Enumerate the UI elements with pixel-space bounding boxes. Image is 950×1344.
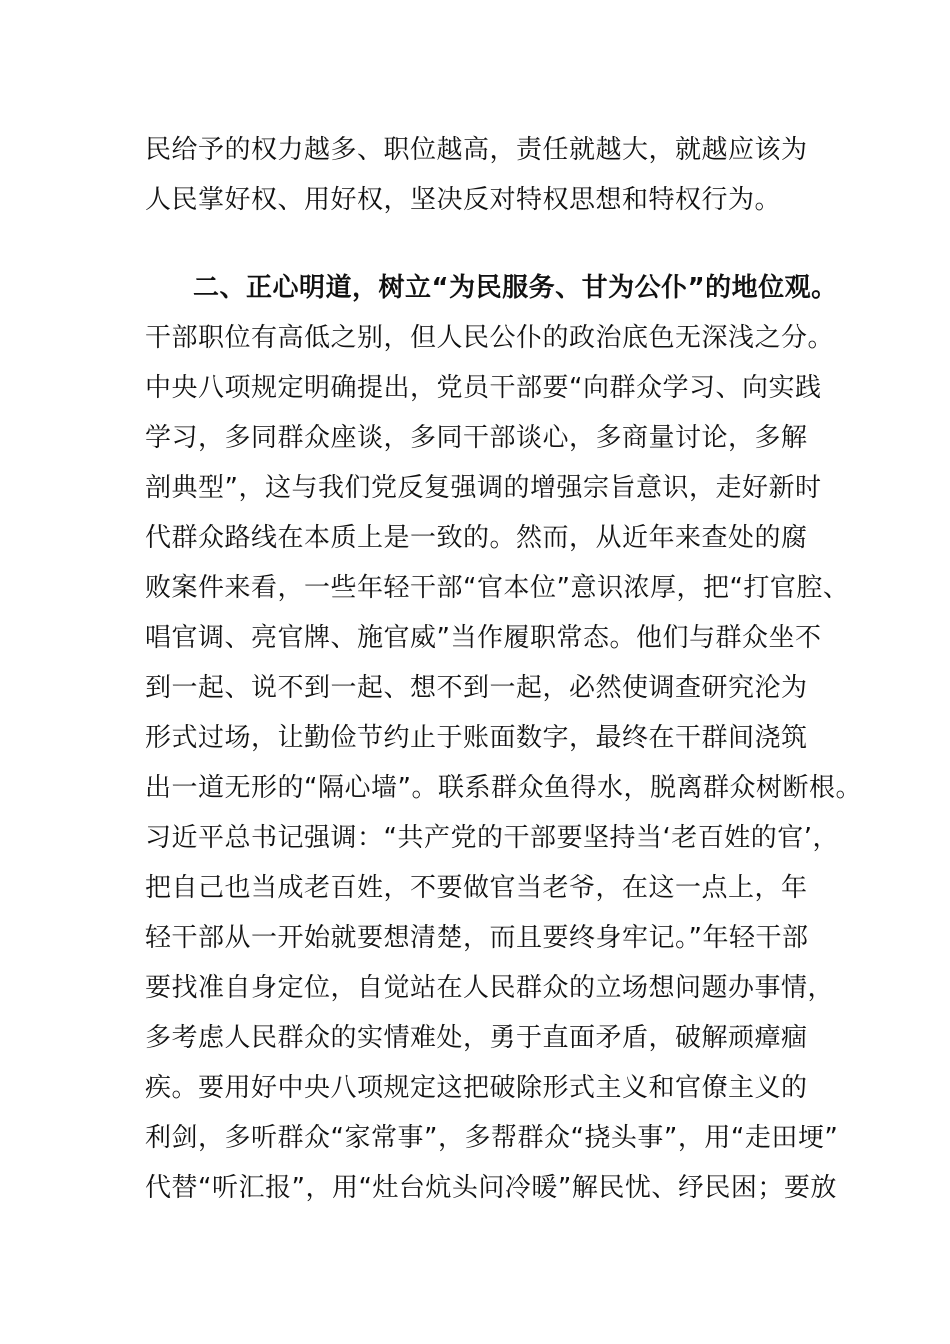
paragraph-2-line-11: 习近平总书记强调：“共产党的干部要坚持当‘老百姓的官’， (145, 823, 839, 853)
paragraph-2-line-4: 剖典型”，这与我们党反复强调的增强宗旨意识，走好新时 (145, 473, 822, 503)
paragraph-2-line-14: 要找准自身定位，自觉站在人民群众的立场想问题办事情， (145, 973, 835, 1003)
paragraph-2-line-2: 中央八项规定明确提出，党员干部要“向群众学习、向实践 (145, 373, 822, 403)
paragraph-2-line-16: 疾。要用好中央八项规定这把破除形式主义和官僚主义的 (145, 1073, 808, 1103)
paragraph-2-line-12: 把自己也当成老百姓，不要做官当老爷，在这一点上，年 (145, 873, 808, 903)
paragraph-2-line-18: 代替“听汇报”，用“灶台炕头问冷暖”解民忧、纾民困；要放 (145, 1173, 837, 1203)
paragraph-2-line-8: 到一起、说不到一起、想不到一起，必然使调查研究沦为 (145, 673, 808, 703)
paragraph-2-line-17: 利剑，多听群众“家常事”，多帮群众“挠头事”，用“走田埂” (145, 1123, 839, 1153)
paragraph-2-line-13: 轻干部从一开始就要想清楚，而且要终身牢记。”年轻干部 (145, 923, 809, 953)
paragraph-2-line-6: 败案件来看，一些年轻干部“官本位”意识浓厚，把“打官腔、 (145, 573, 850, 603)
paragraph-2-line-10: 出一道无形的“隔心墙”。联系群众鱼得水，脱离群众树断根。 (145, 773, 862, 803)
paragraph-2-line-15: 多考虑人民群众的实情难处，勇于直面矛盾，破解顽瘴痼 (145, 1023, 808, 1053)
section-heading: 二、正心明道，树立“为民服务、甘为公仆”的地位观。 (193, 273, 838, 303)
paragraph-1-line-1: 民给予的权力越多、职位越高，责任就越大，就越应该为 (145, 135, 808, 165)
paragraph-2-line-3: 学习，多同群众座谈，多同干部谈心，多商量讨论，多解 (145, 423, 808, 453)
paragraph-2-line-7: 唱官调、亮官牌、施官威”当作履职常态。他们与群众坐不 (145, 623, 822, 653)
paragraph-2-line-9: 形式过场，让勤俭节约止于账面数字，最终在干群间浇筑 (145, 723, 808, 753)
paragraph-1-line-2: 人民掌好权、用好权，坚决反对特权思想和特权行为。 (145, 185, 782, 215)
paragraph-2-line-1: 干部职位有高低之别，但人民公仆的政治底色无深浅之分。 (145, 323, 835, 353)
paragraph-2-line-5: 代群众路线在本质上是一致的。然而，从近年来查处的腐 (145, 523, 808, 553)
